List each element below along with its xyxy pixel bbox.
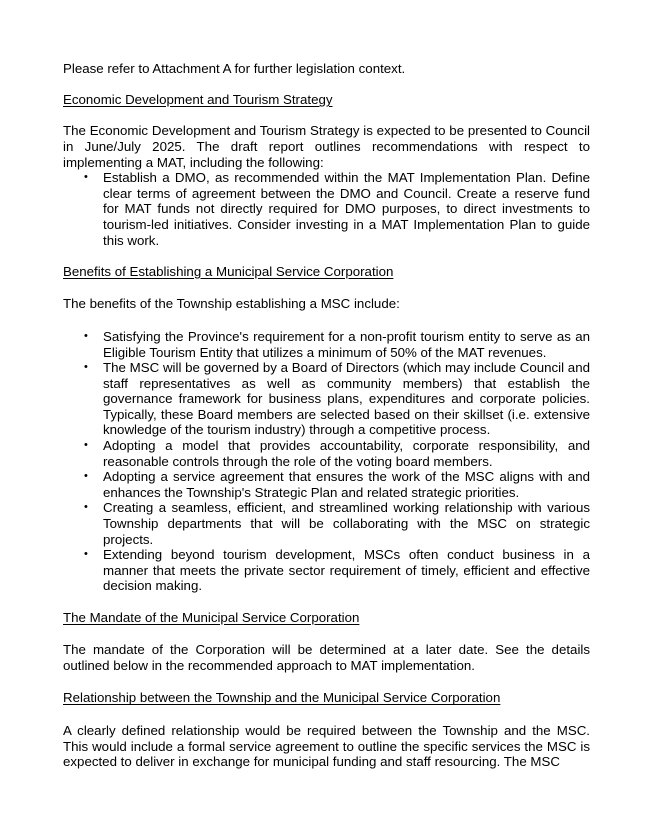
bullet-icon: •	[84, 361, 88, 374]
section-paragraph-relationship: A clearly defined relationship would be required between the Township and the MSC. This would include a formal service agreement to outline the specific services the MSC is expected to deliver in exchange for municipal funding and staff resourcing. The MSC	[63, 722, 590, 770]
bullet-icon: •	[84, 548, 88, 561]
list-item	[63, 469, 590, 500]
list-item-text: Creating a seamless, efficient, and streamlined working relationship with various Township departments that will be collaborating with the MSC on strategic projects.	[103, 500, 590, 547]
section-heading-economic-development: Economic Development and Tourism Strategy	[63, 92, 333, 108]
list-item-text: Establish a DMO, as recommended within the MAT Implementation Plan. Define clear terms of agreement between the DMO and Council. Create a reserve fund for MAT funds not directly required for DMO purposes, to direct investments to tourism-led initiatives. Consider investing in a MAT Implementation Plan to guide this work.	[103, 170, 590, 248]
list-item-text: Adopting a service agreement that ensures the work of the MSC aligns with and enhances the Township's Strategic Plan and related strategic priorities.	[103, 469, 590, 500]
bullet-list-economic-development	[63, 170, 590, 248]
bullet-icon: •	[84, 470, 88, 483]
bullet-icon: •	[84, 501, 88, 514]
list-item	[63, 170, 590, 248]
section-heading-relationship: Relationship between the Township and the Municipal Service Corporation	[63, 690, 501, 706]
section-heading-mandate: The Mandate of the Municipal Service Corporation	[63, 609, 360, 625]
bullet-icon: •	[84, 439, 88, 452]
section-paragraph-mandate: The mandate of the Corporation will be determined at a later date. See the details outlined below in the recommended approach to MAT implementation.	[63, 642, 590, 673]
intro-paragraph: Please refer to Attachment A for further legislation context.	[63, 61, 406, 76]
section-heading-benefits: Benefits of Establishing a Municipal Service Corporation	[63, 263, 394, 279]
bullet-list-benefits	[63, 329, 590, 594]
list-item	[63, 360, 590, 438]
bullet-icon: •	[84, 171, 88, 184]
list-item-text: The MSC will be governed by a Board of Directors (which may include Council and staff representatives as well as community members) that establish the governance framework for business plans, expenditures and corporate policies. Typically, these Board members are selected based on their skillset (i.e. extensive knowledge of the tourism industry) through a competitive process.	[103, 360, 590, 438]
bullet-icon: •	[84, 329, 88, 342]
document-page	[63, 61, 590, 770]
list-item-text: Adopting a model that provides accountability, corporate responsibility, and reasonable controls through the role of the voting board members.	[103, 438, 590, 469]
list-item-text: Satisfying the Province's requirement for a non-profit tourism entity to serve as an Eligible Tourism Entity that utilizes a minimum of 50% of the MAT revenues.	[103, 328, 590, 360]
list-item-text: Extending beyond tourism development, MSCs often conduct business in a manner that meets the private sector requirement of timely, efficient and effective decision making.	[103, 547, 590, 594]
list-item	[63, 438, 590, 469]
section-paragraph-economic-development: The Economic Development and Tourism Strategy is expected to be presented to Council in June/July 2025. The draft report outlines recommendations with respect to implementing a MAT, including the following:	[63, 123, 590, 170]
list-item	[63, 547, 590, 594]
section-paragraph-benefits: The benefits of the Township establishing a MSC include:	[63, 296, 400, 312]
list-item	[63, 329, 590, 360]
list-item	[63, 500, 590, 547]
